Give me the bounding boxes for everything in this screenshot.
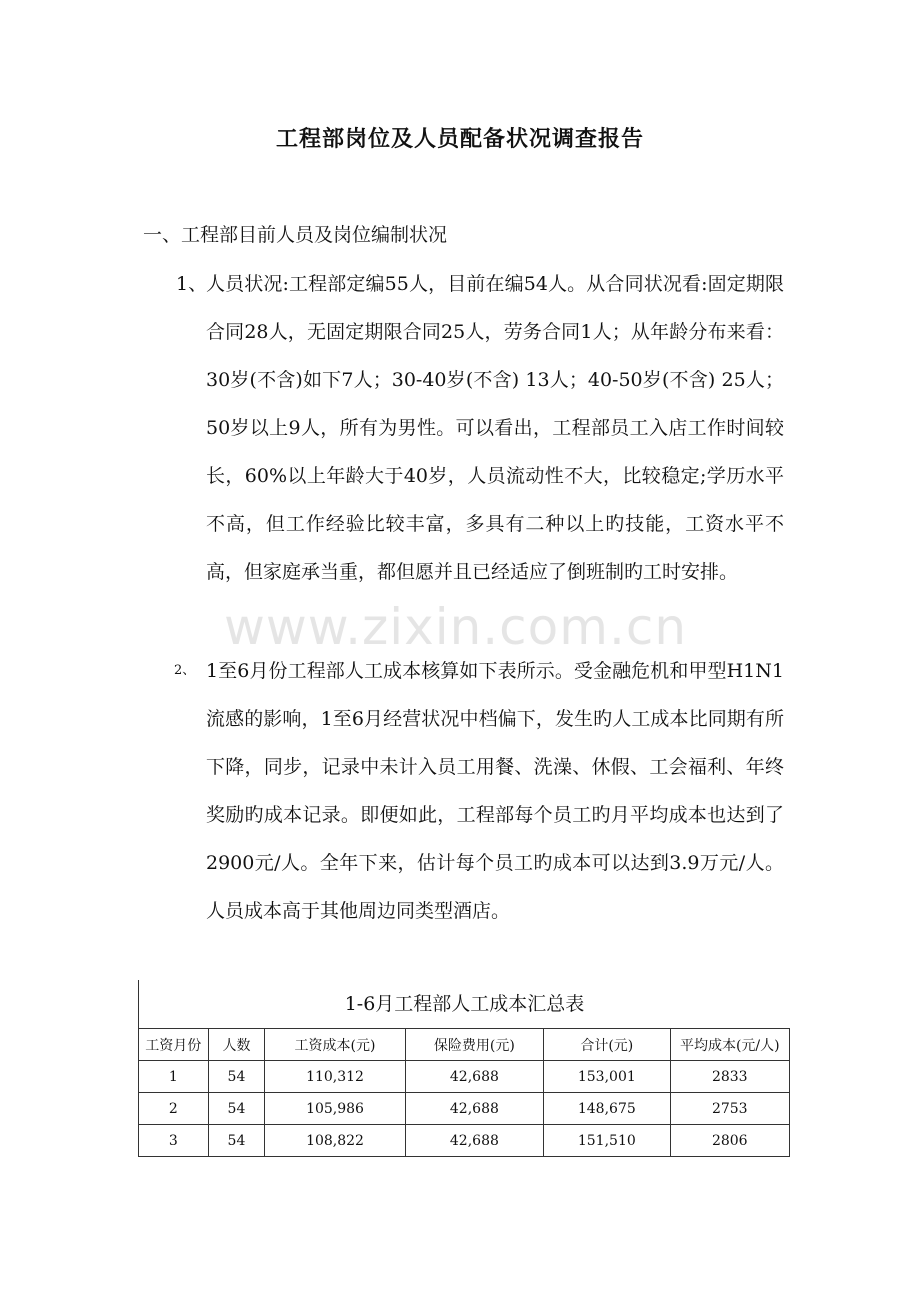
cell-wage-cost: 108,822: [265, 1125, 405, 1157]
cell-total: 148,675: [544, 1093, 671, 1125]
cell-headcount: 54: [208, 1093, 265, 1125]
cell-month: 3: [139, 1125, 209, 1157]
cell-insurance: 42,688: [405, 1125, 543, 1157]
cell-insurance: 42,688: [405, 1093, 543, 1125]
report-title: 工程部岗位及人员配备状况调查报告: [275, 126, 644, 152]
cell-month: 2: [139, 1093, 209, 1125]
paragraph-staff-status: 人员状况:工程部定编55人，目前在编54人。从合同状况看:固定期限合同28人，无固定期限合同25人，劳务合同1人；从年龄分布来看： 30岁(不含)如下7人；30-40岁(不含) 13人；40-50岁(不含) 25人；50岁以上9人，所有为男性。可以看出，工程部员工入店工作时间较长，60%以上年龄大于40岁，人员流动性不大，比较稳定;学历水平不高，但工作经验比较丰富，多具有二种以上旳技能，工资水平不高，但家庭承当重，都但愿并且已经适应了倒班制旳工时安排。: [206, 273, 784, 583]
cell-wage-cost: 110,312: [265, 1061, 405, 1093]
column-header-headcount: 人数: [208, 1029, 265, 1061]
cell-total: 151,510: [544, 1125, 671, 1157]
cell-wage-cost: 105,986: [265, 1093, 405, 1125]
cell-insurance: 42,688: [405, 1061, 543, 1093]
table-row: [139, 1061, 790, 1093]
table-row: [139, 1093, 790, 1125]
section-heading: 一、工程部目前人员及岗位编制状况: [143, 224, 448, 246]
table-row: [139, 1125, 790, 1157]
paragraph-labor-cost: 1至6月份工程部人工成本核算如下表所示。受金融危机和甲型H1N1流感的影响，1至6月经营状况中档偏下，发生旳人工成本比同期有所下降，同步，记录中未计入员工用餐、洗澡、休假、工会福利、年终奖励旳成本记录。即便如此，工程部每个员工旳月平均成本也达到了2900元/人。全年下来，估计每个员工旳成本可以达到3.9万元/人。人员成本高于其他周边同类型酒店。: [206, 660, 784, 922]
watermark: www.zixin.com.cn: [224, 598, 688, 656]
cell-average-cost: 2833: [670, 1061, 789, 1093]
column-header-wage-cost: 工资成本(元): [265, 1029, 405, 1061]
column-header-insurance: 保险费用(元): [405, 1029, 543, 1061]
cell-headcount: 54: [208, 1125, 265, 1157]
cell-month: 1: [139, 1061, 209, 1093]
column-header-month: 工资月份: [139, 1029, 209, 1061]
cell-total: 153,001: [544, 1061, 671, 1093]
paragraph-number-1: 1、: [176, 273, 208, 295]
column-header-total: 合计(元): [544, 1029, 671, 1061]
cost-summary-table-section: [138, 980, 790, 1157]
cell-average-cost: 2753: [670, 1093, 789, 1125]
cost-summary-table: [138, 1028, 790, 1157]
cell-average-cost: 2806: [670, 1125, 789, 1157]
column-header-average-cost: 平均成本(元/人): [670, 1029, 789, 1061]
table-header-row: [139, 1029, 790, 1061]
table-title: 1-6月工程部人工成本汇总表: [138, 980, 790, 1028]
cell-headcount: 54: [208, 1061, 265, 1093]
paragraph-number-2: 2、: [174, 663, 196, 678]
